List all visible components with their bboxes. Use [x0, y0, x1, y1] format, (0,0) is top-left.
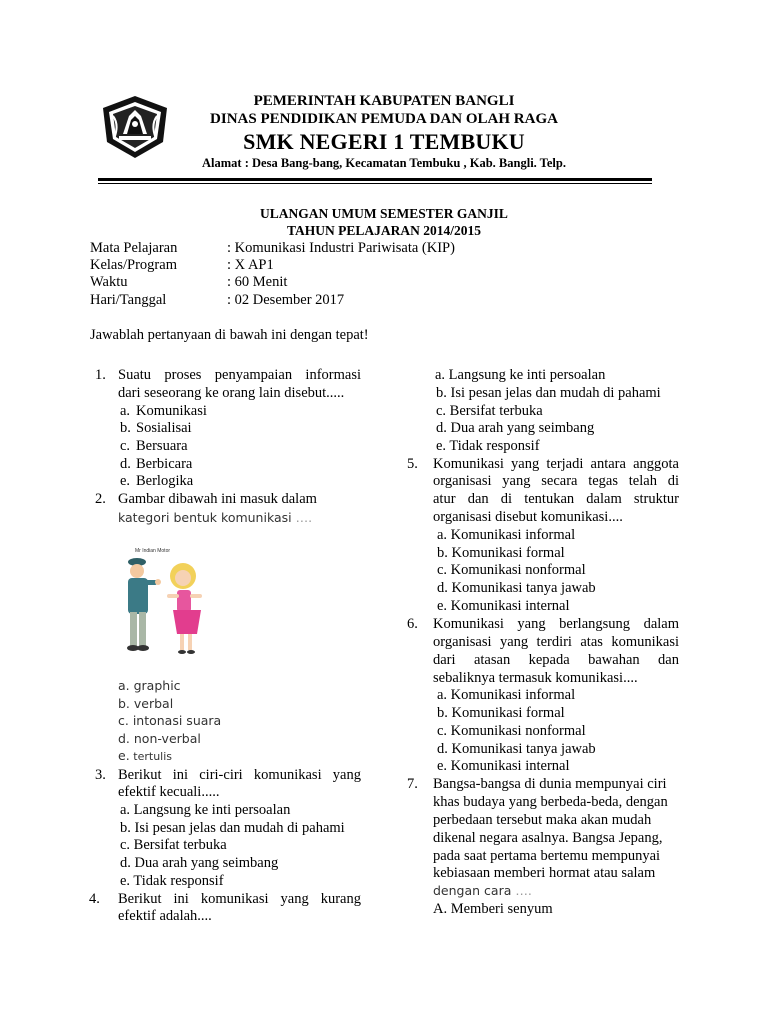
q7-text-line2: khas budaya yang berbeda-beda, dengan — [433, 794, 668, 810]
q3-number: 3. — [95, 767, 106, 783]
q3-option-c: c. Bersifat terbuka — [120, 837, 227, 853]
q4-text-line2: efektif adalah.... — [118, 908, 212, 924]
q5-text-line1: Komunikasi yang terjadi antara anggota — [433, 456, 679, 472]
q6-option-b: b. Komunikasi formal — [437, 705, 565, 721]
q2-option-d: d. non-verbal — [118, 731, 201, 746]
q4-option-a: a. Langsung ke inti persoalan — [435, 367, 606, 383]
meta-value-class: : X AP1 — [227, 257, 274, 273]
q2-option-e: e. tertulis — [118, 748, 173, 763]
q6-option-a: a. Komunikasi informal — [437, 687, 576, 703]
q3-option-d: d. Dua arah yang seimbang — [120, 855, 279, 871]
q7-text-line6: kebiasaan memberi hormat atau salam — [433, 865, 656, 881]
q7-option-a: A. Memberi senyum — [433, 901, 553, 917]
meta-label-date: Hari/Tanggal — [90, 292, 167, 308]
q7-text-line1: Bangsa-bangsa di dunia mempunyai ciri — [433, 776, 667, 792]
q4-text-line1: Berikut ini komunikasi yang kurang — [118, 891, 361, 907]
q5-text-line4: organisasi disebut komunikasi.... — [433, 509, 623, 525]
q7-number: 7. — [407, 776, 418, 792]
q6-option-c: c. Komunikasi nonformal — [437, 723, 586, 739]
q7-text-line5: pada saat pertama bertemu mempunyai — [433, 848, 661, 864]
speech-text: Mr Indian Motor — [135, 548, 171, 554]
q6-text-line2: organisasi yang terdiri atas komunikasi — [433, 634, 679, 650]
meta-value-date: : 02 Desember 2017 — [227, 292, 345, 308]
q5-option-a: a. Komunikasi informal — [437, 527, 576, 543]
q2-text-line2: kategori bentuk komunikasi …. — [118, 510, 313, 525]
header-department: DINAS PENDIDIKAN PEMUDA DAN OLAH RAGA — [210, 111, 558, 127]
q6-text-line4: sebaliknya termasuk komunikasi.... — [433, 670, 638, 686]
q6-text-line1: Komunikasi yang berlangsung dalam — [433, 616, 679, 632]
q5-option-d: d. Komunikasi tanya jawab — [437, 580, 596, 596]
exam-year: TAHUN PELAJARAN 2014/2015 — [286, 223, 481, 238]
meta-value-subject: : Komunikasi Industri Pariwisata (KIP) — [227, 240, 455, 256]
q5-number: 5. — [407, 456, 418, 472]
q1-text-line2: dari seseorang ke orang lain disebut..... — [118, 385, 345, 401]
q6-number: 6. — [407, 616, 418, 632]
q2-text-line1: Gambar dibawah ini masuk dalam — [118, 491, 317, 507]
q1-option-a: a. Komunikasi — [120, 403, 207, 419]
q6-text-line3: dari atasan kepada bawahan dan — [433, 652, 679, 668]
q4-option-e: e. Tidak responsif — [436, 438, 540, 454]
q1-option-c: c. Bersuara — [120, 438, 188, 454]
q1-option-d: d. Berbicara — [120, 456, 193, 472]
q3-option-a: a. Langsung ke inti persoalan — [120, 802, 291, 818]
q7-text-line7: dengan cara …. — [433, 883, 532, 898]
q1-text-line1: Suatu proses penyampaian informasi — [118, 367, 361, 383]
q1-option-e: e. Berlogika — [120, 473, 194, 489]
q5-option-c: c. Komunikasi nonformal — [437, 562, 586, 578]
header-government: PEMERINTAH KABUPATEN BANGLI — [253, 93, 515, 109]
q6-option-e: e. Komunikasi internal — [437, 758, 570, 774]
school-name: SMK NEGERI 1 TEMBUKU — [243, 129, 525, 154]
q7-text-line3: perbedaan tersebut maka akan mudah — [433, 812, 652, 828]
q4-option-c: c. Bersifat terbuka — [436, 403, 543, 419]
meta-label-class: Kelas/Program — [90, 257, 177, 273]
q6-option-d: d. Komunikasi tanya jawab — [437, 741, 596, 757]
q5-option-b: b. Komunikasi formal — [437, 545, 565, 561]
meta-label-time: Waktu — [90, 274, 128, 290]
q5-text-line2: organisasi yang secara tegas telah di — [433, 473, 679, 489]
q5-text-line3: atur dan di tentukan dalam struktur — [433, 491, 679, 507]
q2-number: 2. — [95, 491, 106, 507]
meta-value-time: : 60 Menit — [227, 274, 288, 290]
exam-title: ULANGAN UMUM SEMESTER GANJIL — [260, 206, 508, 221]
q5-option-e: e. Komunikasi internal — [437, 598, 570, 614]
q2-option-c: c. intonasi suara — [118, 713, 222, 728]
q7-text-line4: dikenal negara asalnya. Bangsa Jepang, — [433, 830, 663, 846]
q1-option-b: b. Sosialisai — [120, 420, 192, 436]
school-address: Alamat : Desa Bang-bang, Kecamatan Tembuku , Kab. Bangli. Telp. — [202, 156, 566, 170]
q3-option-b: b. Isi pesan jelas dan mudah di pahami — [120, 820, 345, 836]
q3-text-line1: Berikut ini ciri-ciri komunikasi yang — [118, 767, 361, 783]
q4-option-d: d. Dua arah yang seimbang — [436, 420, 595, 436]
q2-option-b: b. verbal — [118, 696, 174, 711]
q3-text-line2: efektif kecuali..... — [118, 784, 220, 800]
meta-label-subject: Mata Pelajaran — [90, 240, 178, 256]
q4-option-b: b. Isi pesan jelas dan mudah di pahami — [436, 385, 661, 401]
q3-option-e: e. Tidak responsif — [120, 873, 224, 889]
instruction: Jawablah pertanyaan di bawah ini dengan tepat! — [90, 327, 369, 343]
q1-number: 1. — [95, 367, 106, 383]
q2-option-a: a. graphic — [118, 678, 181, 693]
q4-number: 4. — [89, 891, 100, 907]
